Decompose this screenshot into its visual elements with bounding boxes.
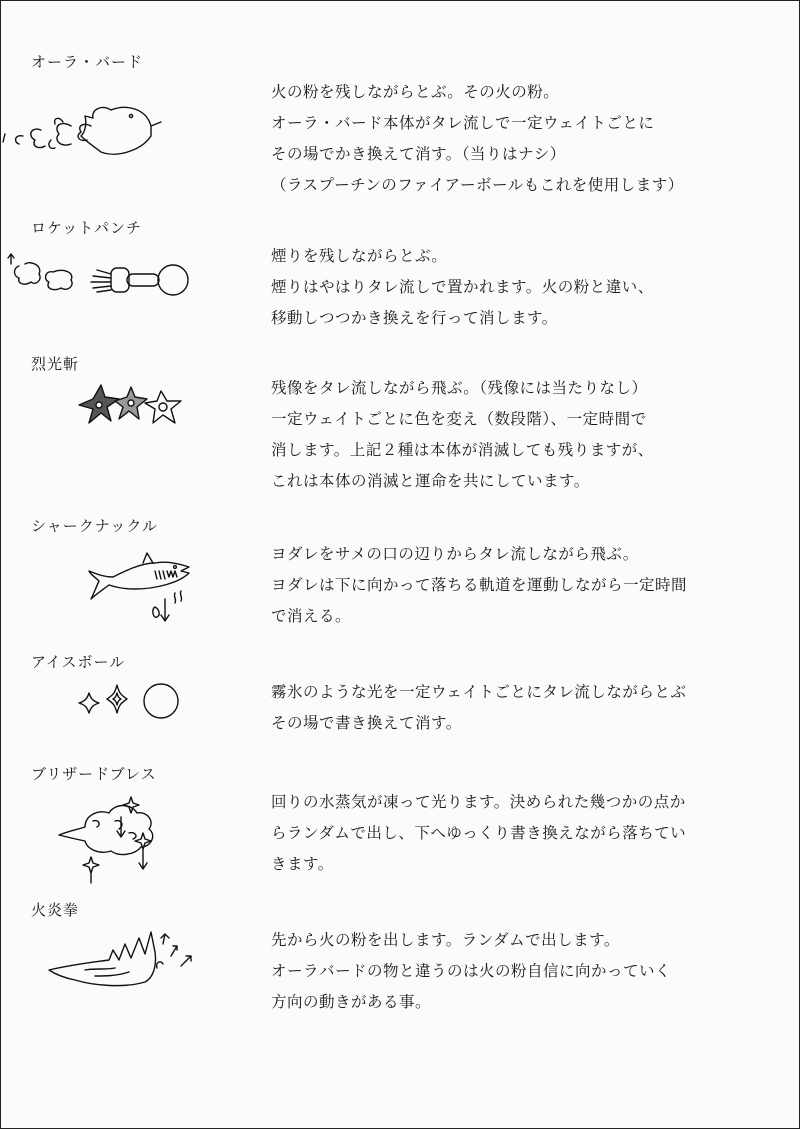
section-description bbox=[271, 925, 741, 1018]
description-line: 先から火の粉を出します。ランダムで出します。 bbox=[271, 931, 620, 949]
description-line: これは本体の消滅と運命を共にしています。 bbox=[271, 472, 590, 490]
section-description bbox=[271, 373, 741, 497]
section-description bbox=[271, 677, 741, 739]
flame-fist-sketch-icon bbox=[45, 926, 195, 996]
description-line: ヨダレは下に向かって落ちる軌道を運動しながら一定時間 bbox=[271, 576, 688, 594]
section-title: ブリザードブレス bbox=[31, 765, 157, 783]
description-line: きます。 bbox=[271, 855, 334, 873]
section-description bbox=[271, 77, 741, 201]
section-title: 烈光斬 bbox=[31, 355, 80, 373]
section-title: シャークナックル bbox=[31, 517, 158, 535]
description-line: 回りの水蒸気が凍って光ります。決められた幾つかの点か bbox=[271, 793, 686, 811]
section-description bbox=[271, 539, 741, 632]
description-line: らランダムで出し、下へゆっくり書き換えながら落ちてい bbox=[271, 824, 687, 842]
rocket-punch-sketch-icon bbox=[5, 246, 195, 306]
description-line: その場で書き換えて消す。 bbox=[271, 714, 462, 732]
description-line: （ラスプーチンのファイアーボールもこれを使用します） bbox=[271, 176, 684, 194]
description-line: その場でかき換えて消す。（当りはナシ） bbox=[271, 145, 566, 163]
description-line: 一定ウェイトごとに色を変え（数段階）、一定時間で bbox=[271, 410, 647, 428]
description-line: で消える。 bbox=[271, 607, 352, 625]
shark-sketch-icon bbox=[85, 549, 200, 629]
description-line: 煙りはやはりタレ流しで置かれます。火の粉と違い、 bbox=[271, 278, 654, 296]
shuriken-sketch-icon bbox=[71, 381, 191, 431]
section-title: オーラ・バード bbox=[31, 53, 144, 71]
section-title: ロケットパンチ bbox=[31, 219, 142, 237]
description-line: オーラ・バード本体がタレ流しで一定ウェイトごとに bbox=[271, 114, 655, 132]
description-line: 消します。上記２種は本体が消滅しても残りますが、 bbox=[271, 441, 654, 459]
description-line: 霧氷のような光を一定ウェイトごとにタレ流しながらとぶ bbox=[271, 683, 687, 701]
ice-ball-sketch-icon bbox=[79, 681, 184, 726]
description-line: 火の粉を残しながらとぶ。その火の粉。 bbox=[271, 83, 560, 101]
description-line: オーラバードの物と違うのは火の粉自信に向かっていく bbox=[271, 962, 672, 980]
section-description bbox=[271, 787, 741, 880]
fire-bird-sketch-icon bbox=[1, 96, 171, 171]
description-line: ヨダレをサメの口の辺りからタレ流しながら飛ぶ。 bbox=[271, 545, 639, 563]
section-description bbox=[271, 241, 741, 334]
description-line: 移動しつつかき換えを行って消します。 bbox=[271, 309, 558, 327]
section-title: アイスボール bbox=[31, 653, 126, 671]
description-line: 方向の動きがある事。 bbox=[271, 993, 432, 1011]
blizzard-cloud-sketch-icon bbox=[55, 791, 160, 886]
description-line: 煙りを残しながらとぶ。 bbox=[271, 247, 448, 265]
description-line: 残像をタレ流しながら飛ぶ。（残像には当たりなし） bbox=[271, 379, 648, 397]
section-title: 火炎拳 bbox=[31, 901, 80, 919]
